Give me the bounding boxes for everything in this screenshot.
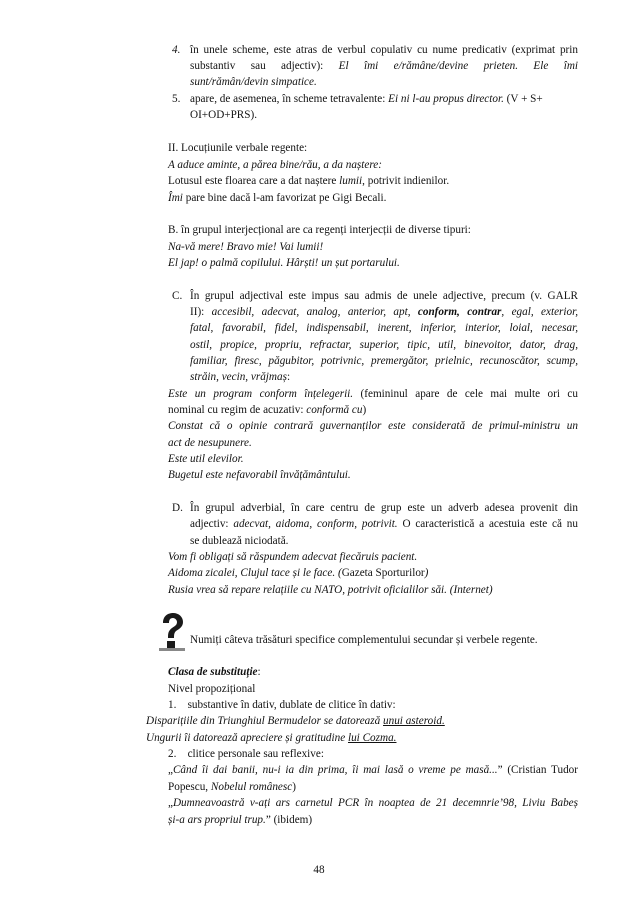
question-mark-icon (158, 612, 186, 652)
text-line: în unele scheme, este atras de verbul copulativ cu nume predicativ (exprimat prin (190, 44, 578, 56)
text-line: Nivel propozițional (168, 683, 256, 695)
example-line: A aduce aminte, a părea bine/rău, a da naștere: (168, 159, 382, 171)
example-line: Este util elevilor. (168, 453, 244, 465)
text-line: se dublează niciodată. (190, 535, 289, 547)
text-line: OI+OD+PRS). (190, 109, 258, 121)
example-line: Vom fi obligați să răspundem adecvat fiecăruis pacient. (168, 551, 418, 563)
example-line: nominal cu regim de acuzativ: conformă cu) (168, 404, 367, 416)
question-text: Numiți câteva trăsături specifice complementului secundar și verbele regente. (190, 634, 538, 646)
list-item: 1. substantive în dativ, dublate de clitice în dativ: (168, 699, 396, 711)
list-number: D. (172, 502, 183, 514)
quote-line: Popescu, Nobelul românesc) (168, 781, 296, 793)
text-line: În grupul adverbial, în care centru de grup este un adverb adesea provenit din (190, 502, 578, 514)
example-line: Îmi pare bine dacă l-am favorizat pe Gigi Becali. (168, 192, 387, 204)
quote-line: și-a ars propriul trup.” (ibidem) (168, 814, 313, 826)
text-line: substantiv sau adjectiv): El îmi e/rămâne/devine prieten. Ele îmi (190, 60, 579, 72)
section-heading: B. în grupul interjecțional are ca regenți interjecții de diverse tipuri: (168, 224, 471, 236)
example-line: act de nesupunere. (168, 437, 252, 449)
quote-line: „Dumneavoastră v-ați ars carnetul PCR în noaptea de 21 decemnrie’98, Liviu Babeș (168, 797, 578, 809)
example-line: Disparițiile din Triunghiul Bermudelor se datorează unui asteroid. (146, 715, 445, 727)
example-line: Na-vă mere! Bravo mie! Vai lumii! (168, 241, 324, 253)
text-line: ostil, propice, propriu, refractar, superior, tipic, util, binevoitor, dator, drag, (190, 339, 578, 351)
example-line: Constat că o opinie contrară guvernanților este considerată de primul-ministru un (168, 420, 578, 432)
page-number: 48 (313, 864, 325, 876)
example-line: Rusia vrea să repare relațiile cu NATO, potrivit oficialilor săi. (Internet) (168, 584, 493, 596)
quote-line: „Când îi dai banii, nu-i ia din prima, îi mai lasă o vreme pe masă...” (Cristian Tudor (168, 764, 578, 776)
list-number: 5. (172, 93, 181, 105)
text-line: fatal, favorabil, fidel, indispensabil, inerent, inferior, interior, loial, necesar, (190, 322, 578, 334)
text-line: În grupul adjectival este impus sau admis de unele adjective, precum (v. GALR (190, 290, 578, 302)
section-heading: Clasa de substituție: (168, 666, 261, 678)
text-line: apare, de asemenea, în scheme tetravalente: Ei ni l-au propus director. (V + S+ (190, 93, 543, 105)
text-line: adjectiv: adecvat, aidoma, conform, potrivit. O caracteristică a acestuia este că nu (190, 518, 578, 530)
list-item: 2. clitice personale sau reflexive: (168, 748, 324, 760)
list-number: 4. (172, 44, 181, 56)
example-line: Ungurii îi datorează apreciere și gratitudine lui Cozma. (146, 732, 397, 744)
example-line: Este un program conform înțelegerii. (femininul apare de cele mai multe ori cu (168, 388, 578, 400)
text-line: sunt/rămân/devin simpatice. (190, 76, 317, 88)
example-line: Aidoma zicalei, Clujul tace și le face. (Gazeta Sporturilor) (168, 567, 429, 579)
text-line: II): accesibil, adecvat, analog, anterior, apt, conform, contrar, egal, exterior, (190, 306, 578, 318)
example-line: Bugetul este nefavorabil învățământului. (168, 469, 351, 481)
example-line: El jap! o palmă copilului. Hârști! un șut portarului. (168, 257, 400, 269)
example-line: Lotusul este floarea care a dat naștere lumii, potrivit indienilor. (168, 175, 450, 187)
text-line: familiar, firesc, păgubitor, potrivnic, premergător, prielnic, recunoscător, scump, (190, 355, 578, 367)
list-number: C. (172, 290, 183, 302)
section-heading: II. Locuțiunile verbale regente: (168, 142, 308, 154)
text-line: străin, vecin, vrăjmaș: (190, 371, 291, 383)
